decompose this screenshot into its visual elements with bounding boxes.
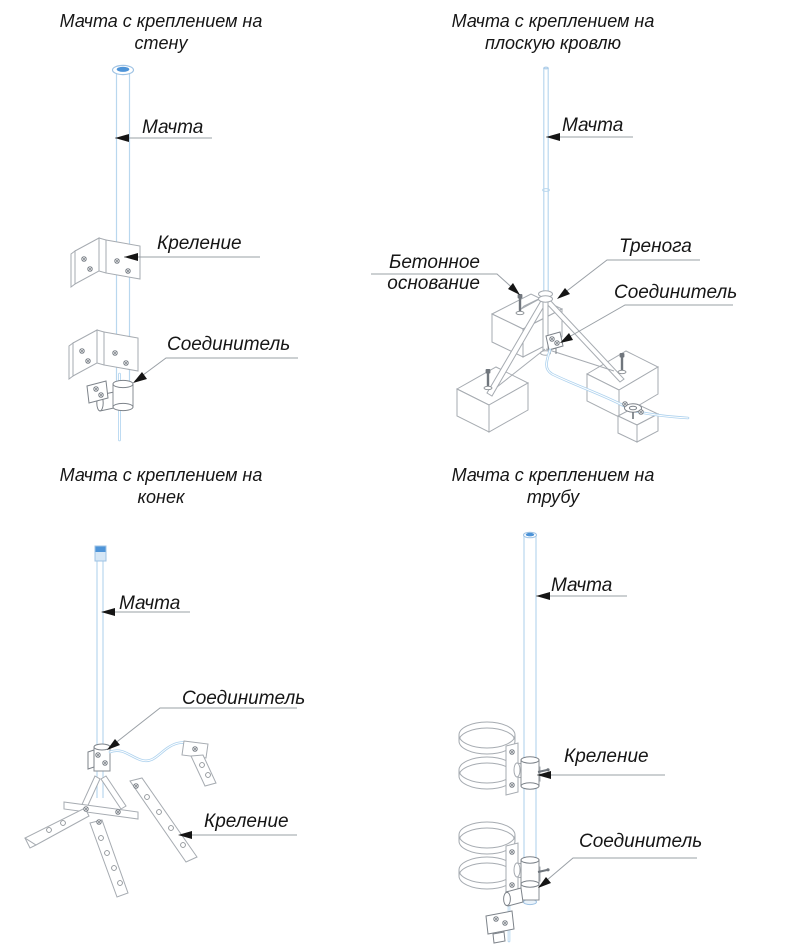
leader-lines <box>101 608 297 839</box>
mast <box>543 67 550 296</box>
title-line-2: конек <box>137 487 185 507</box>
title-line-2: трубу <box>526 487 580 507</box>
concrete-base-line-1: Бетонное <box>389 252 480 273</box>
title-line-1: Мачта с креплением на <box>59 11 263 31</box>
title-line-1: Мачта с креплением на <box>59 465 263 485</box>
title-line-2: стену <box>134 33 188 53</box>
wall-connector-label: Соединитель <box>167 334 291 355</box>
connector <box>88 744 110 771</box>
ridge-connector-label: Соединитель <box>182 688 306 709</box>
flat-roof-mount-title <box>452 10 655 54</box>
title-line-2: плоскую кровлю <box>484 33 622 53</box>
cable <box>110 743 191 761</box>
pipe-mount-title <box>452 464 655 508</box>
wall-mount-title <box>60 10 263 54</box>
strap-left <box>25 808 89 848</box>
wall-bracket-label: Креление <box>157 233 242 254</box>
strap-right <box>130 778 197 862</box>
concrete-block-front-left <box>457 367 528 432</box>
flat-roof-connector-label: Соединитель <box>614 282 738 303</box>
cable-anchor <box>182 741 216 786</box>
concrete-base-line-2: основание <box>387 273 480 294</box>
pipe-mast-label: Мачта <box>551 575 613 596</box>
pipe-bracket-label: Креление <box>564 746 649 767</box>
flat-roof-concrete-base-label <box>387 252 480 294</box>
connector <box>87 380 133 411</box>
ridge-bracket-label: Креление <box>204 811 289 832</box>
title-line-1: Мачта с креплением на <box>451 465 655 485</box>
ridge-mount-title <box>60 464 263 508</box>
ridge-mast-label: Мачта <box>119 593 181 614</box>
pipe-connector-label: Соединитель <box>579 831 703 852</box>
title-line-1: Мачта с креплением на <box>451 11 655 31</box>
mast <box>524 532 537 904</box>
flat-roof-mast-label: Мачта <box>562 115 624 136</box>
strap-center <box>90 820 128 897</box>
connector <box>486 881 539 943</box>
wall-mast-label: Мачта <box>142 117 204 138</box>
flat-roof-tripod-label: Тренога <box>619 236 692 257</box>
